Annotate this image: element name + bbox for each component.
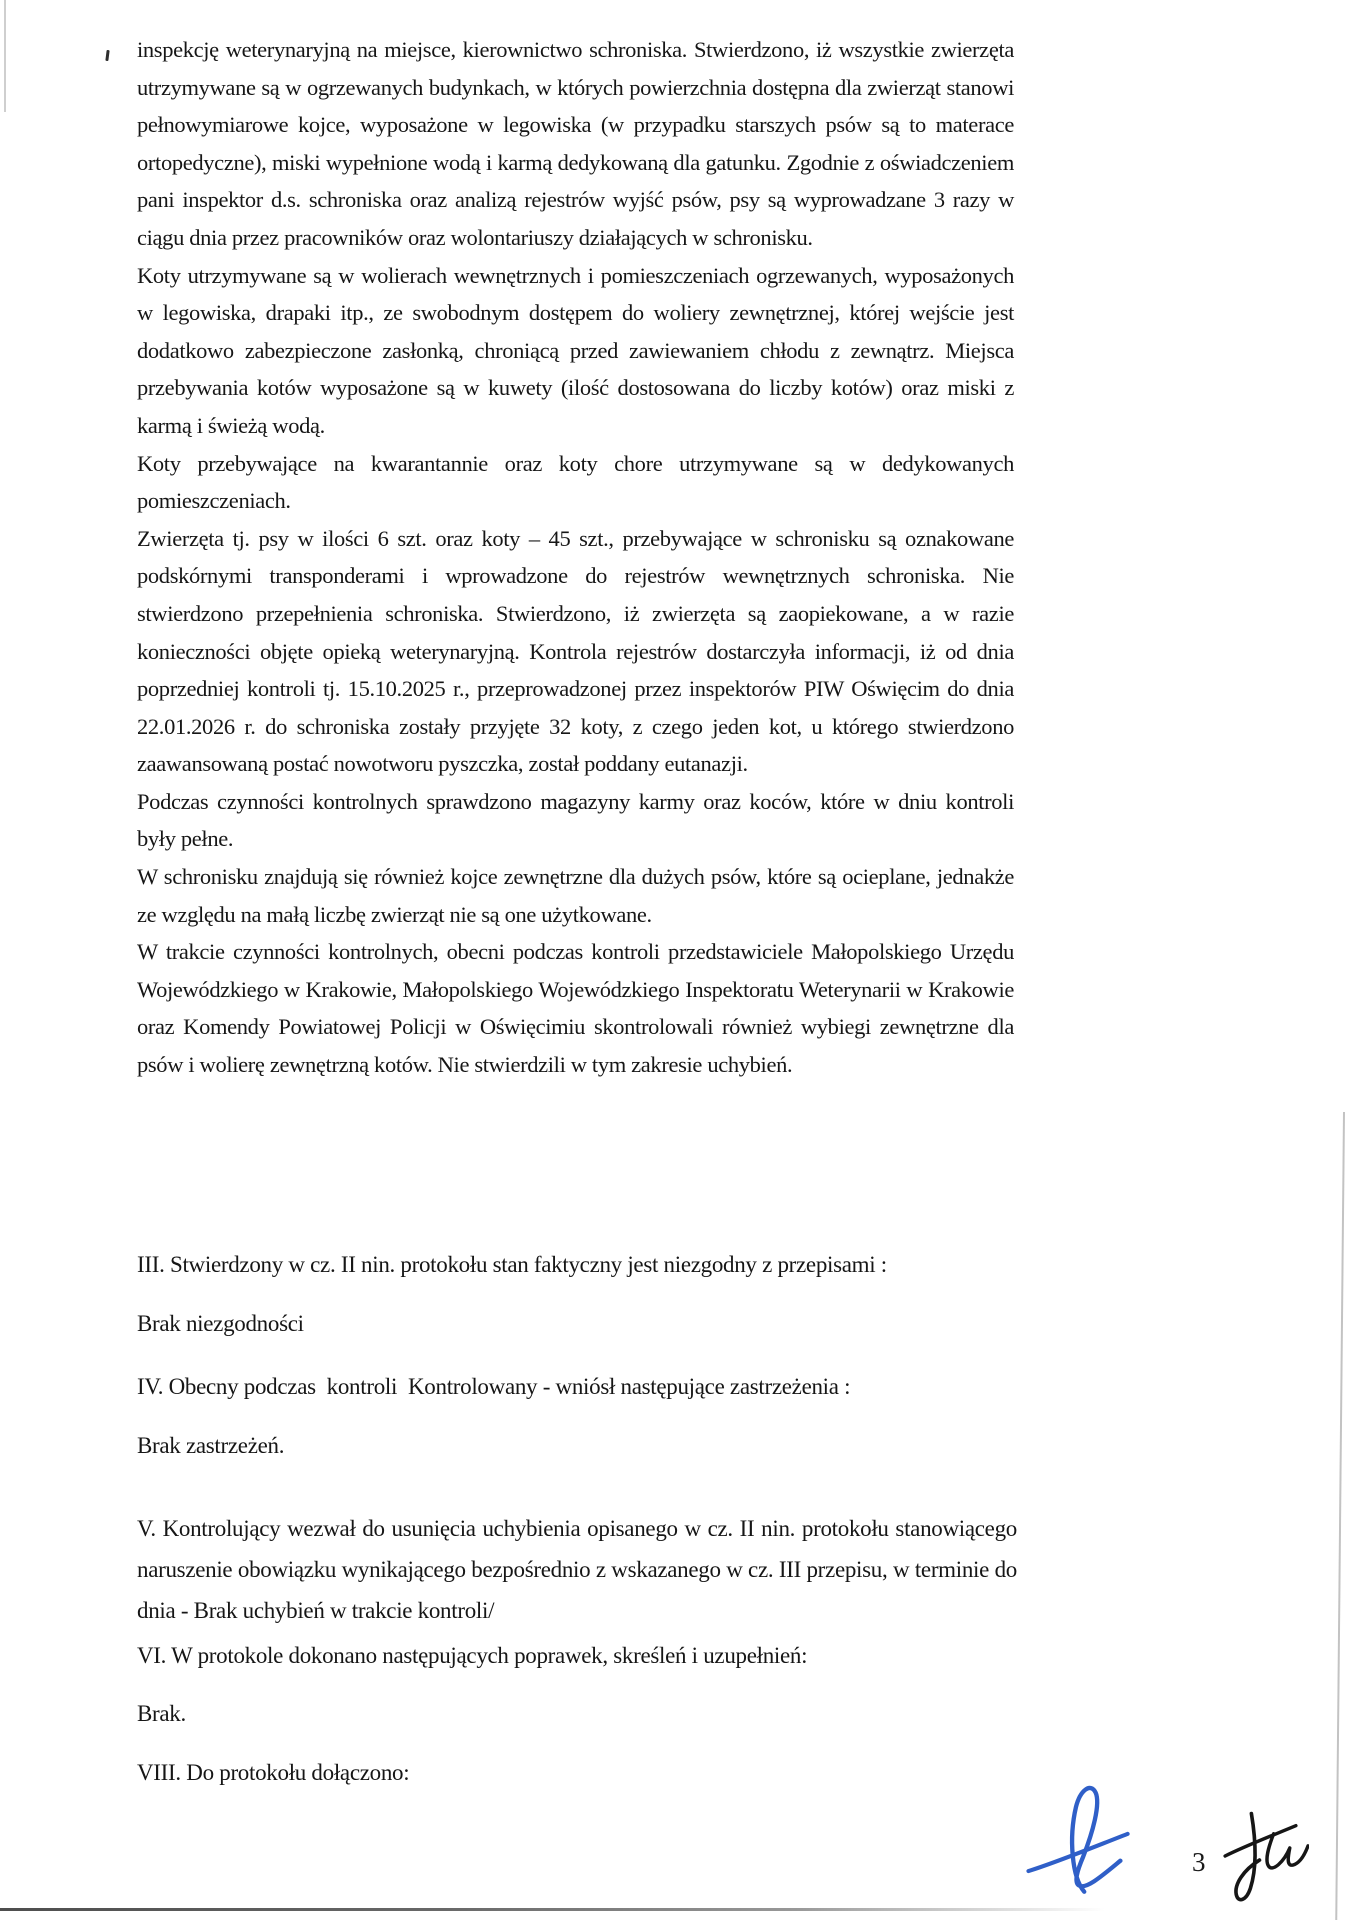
signature-initials-black bbox=[1213, 1803, 1309, 1905]
paragraph-control-officials: W trakcie czynności kontrolnych, obecni podczas kontroli przedstawiciele Małopolskiego Urzędu Wojewódzkiego w Krakowie, Małopolskiego Wojewódzkiego Inspektoratu Weterynarii w Krakowie oraz Komendy Powiatowej Policji w Oświęcimiu skontrolowali również wybiegi zewnętrzne dla psów i wolierę zewnętrzną kotów. Nie stwierdzili w tym zakresie uchybień. bbox=[137, 939, 1014, 1078]
section-iv-answer: Brak zastrzeżeń. bbox=[137, 1433, 285, 1458]
section-vi-heading: VI. W protokole dokonano następujących poprawek, skreśleń i uzupełnień: bbox=[137, 1643, 808, 1668]
paragraph-animal-registry: Zwierzęta tj. psy w ilości 6 szt. oraz koty – 45 szt., przebywające w schronisku są oznakowane podskórnymi transponderami i wprowadzone do rejestrów wewnętrznych schroniska. Nie stwierdzono przepełnienia schroniska. Stwierdzono, iż zwierzęta są zaopiekowane, a w razie konieczności objęte opieką weterynaryjną. Kontrola rejestrów dostarczyła informacji, iż od dnia poprzedniej kontroli tj. 15.10.2025 r., przeprowadzonej przez inspektorów PIW Oświęcim do dnia 22.01.2026 r. do schroniska zostały przyjęte 32 koty, z czego jeden kot, u którego stwierdzono zaawansowaną postać nowotworu pyszczka, został poddany eutanazji. bbox=[137, 525, 1014, 777]
body-text-block bbox=[137, 31, 1014, 1084]
section-viii-heading: VIII. Do protokołu dołączono: bbox=[137, 1760, 410, 1785]
paragraph-cats-housing: Koty utrzymywane są w wolierach wewnętrznych i pomieszczeniach ogrzewanych, wyposażonych w legowiska, drapaki itp., ze swobodnym dostępem do woliery zewnętrznej, której wejście jest dodatkowo zabezpieczone zasłonką, chroniącą przed zawiewaniem chłodu z zewnątrz. Miejsca przebywania kotów wyposażone są w kuwety (ilość dostosowana do liczby kotów) oraz miski z karmą i świeżą wodą. bbox=[137, 262, 1014, 438]
signature-stroke bbox=[1225, 1826, 1296, 1856]
paragraph-outdoor-kennels: W schronisku znajdują się również kojce zewnętrzne dla dużych psów, które są ocieplane, jednakże ze względu na małą liczbę zwierząt nie są one użytkowane. bbox=[137, 864, 1014, 927]
paragraph-shelter-dogs: inspekcję weterynaryjną na miejsce, kierownictwo schroniska. Stwierdzono, iż wszystkie zwierzęta utrzymywane są w ogrzewanych budynkach, w których powierzchnia dostępna dla zwierząt stanowi pełnowymiarowe kojce, wyposażone w legowiska (w przypadku starszych psów są to materace ortopedyczne), miski wypełnione wodą i karmą dedykowaną dla gatunku. Zgodnie z oświadczeniem pani inspektor d.s. schroniska oraz analizą rejestrów wyjść psów, psy są wyprowadzane 3 razy w ciągu dnia przez pracowników oraz wolontariuszy działających w schronisku. bbox=[137, 37, 1014, 250]
signature-stroke bbox=[1236, 1814, 1260, 1900]
paragraph-food-storage: Podczas czynności kontrolnych sprawdzono magazyny karmy oraz koców, które w dniu kontroli były pełne. bbox=[137, 788, 1014, 852]
section-vi-answer: Brak. bbox=[137, 1701, 186, 1726]
scan-bottom-rule bbox=[0, 1908, 1105, 1911]
signature-initials-blue bbox=[1018, 1776, 1136, 1900]
paragraph-cats-quarantine: Koty przebywające na kwarantannie oraz koty chore utrzymywane są w dedykowanych pomieszczeniach. bbox=[137, 450, 1014, 514]
section-iii-heading: III. Stwierdzony w cz. II nin. protokołu stan faktyczny jest niezgodny z przepisami : bbox=[137, 1252, 887, 1277]
scan-edge-line-right bbox=[1335, 1112, 1345, 1920]
section-v-paragraph: V. Kontrolujący wezwał do usunięcia uchybienia opisanego w cz. II nin. protokołu stanowiącego naruszenie obowiązku wynikającego bezpośrednio z wskazanego w cz. III przepisu, w terminie do dnia - Brak uchybień w trakcie kontroli/ bbox=[137, 1516, 1017, 1623]
section-iii-answer: Brak niezgodności bbox=[137, 1311, 304, 1336]
scan-edge-line-left bbox=[4, 0, 6, 112]
section-iv-heading: IV. Obecny podczas kontroli Kontrolowany - wniósł następujące zastrzeżenia : bbox=[137, 1374, 851, 1399]
signature-stroke bbox=[1267, 1834, 1308, 1868]
page-number: 3 bbox=[1192, 1847, 1206, 1877]
scan-speck bbox=[105, 50, 109, 61]
